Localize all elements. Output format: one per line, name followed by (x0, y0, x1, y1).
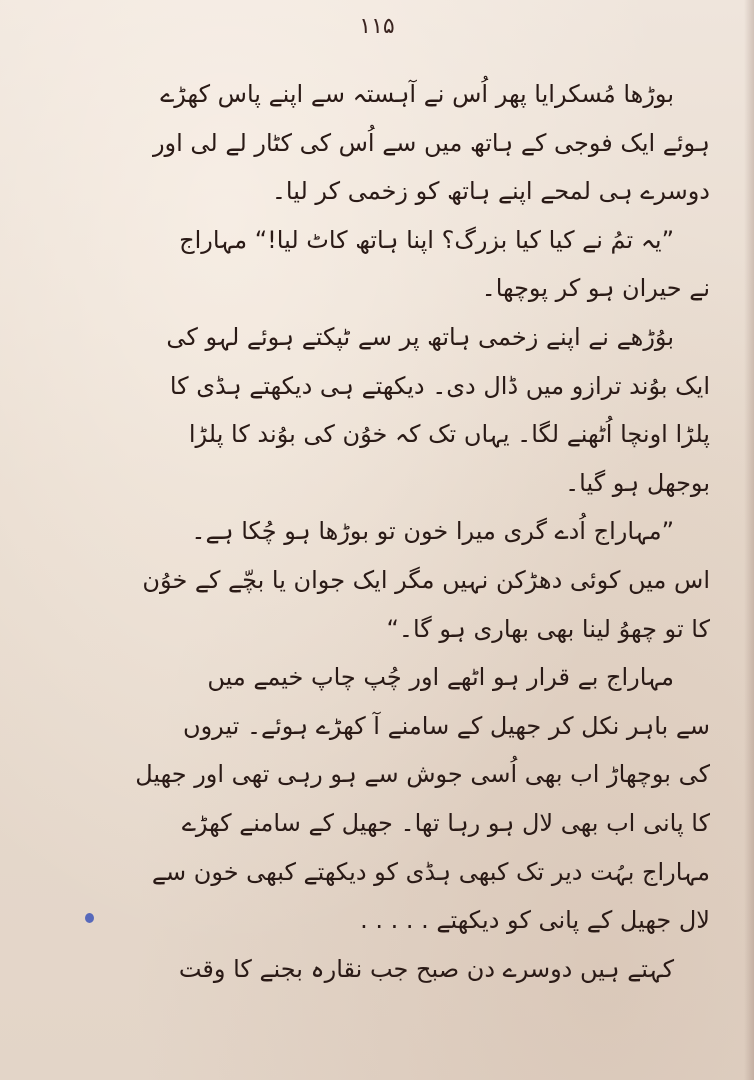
text-line: ”یہ تمُ نے کیا کیا بزرگ؟ اپنا ہاتھ کاٹ لیا!“ مہاراج (179, 225, 674, 254)
text-line: نے حیران ہو کر پوچھا۔ (481, 274, 710, 303)
page-edge-shadow (744, 0, 754, 1080)
text-line: مہاراج بے قرار ہو اٹھے اور چُپ چاپ خیمے میں (207, 663, 674, 692)
text-line: کی بوچھاڑ اب بھی اُسی جوش سے ہو رہی تھی اور جھیل (135, 760, 710, 789)
text-line: اس میں کوئی دھڑکن نہیں مگر ایک جوان یا بچّے کے خوُن (142, 565, 710, 594)
text-line: مہاراج بہُت دیر تک کبھی ہڈی کو دیکھتے کبھی خون سے (151, 857, 710, 886)
text-line: بوجھل ہو گیا۔ (565, 468, 710, 497)
text-line: ہوئے ایک فوجی کے ہاتھ میں سے اُس کی کٹار لے لی اور (152, 128, 710, 157)
text-line: کا تو چھوُ لینا بھی بھاری ہو گا۔“ (386, 614, 710, 643)
text-line: ”مہاراج اُدے گری میرا خون تو بوڑھا ہو چُکا ہے۔ (191, 517, 674, 546)
text-line: لال جھیل کے پانی کو دیکھتے . . . . . (360, 906, 710, 935)
text-line: سے باہر نکل کر جھیل کے سامنے آ کھڑے ہوئے۔ تیروں (182, 711, 710, 740)
page-body-text (28, 70, 710, 993)
text-line: بوُڑھے نے اپنے زخمی ہاتھ پر سے ٹپکتے ہوئے لہو کی (166, 322, 674, 351)
text-line: کا پانی اب بھی لال ہو رہا تھا۔ جھیل کے سامنے کھڑے (181, 808, 710, 837)
text-line: ایک بوُند ترازو میں ڈال دی۔ دیکھتے ہی دیکھتے ہڈی کا (169, 371, 710, 400)
text-line: بوڑھا مُسکرایا پھر اُس نے آہستہ سے اپنے پاس کھڑے (160, 80, 674, 108)
ink-spot (85, 913, 94, 923)
text-line: کہتے ہیں دوسرے دن صبح جب نقارہ بجنے کا وقت (178, 954, 674, 983)
text-line: پلڑا اونچا اُٹھنے لگا۔ یہاں تک کہ خوُن کی بوُند کا پلڑا (188, 420, 710, 449)
text-line: دوسرے ہی لمحے اپنے ہاتھ کو زخمی کر لیا۔ (271, 177, 710, 206)
page-number: ۱۱۵ (359, 14, 395, 39)
